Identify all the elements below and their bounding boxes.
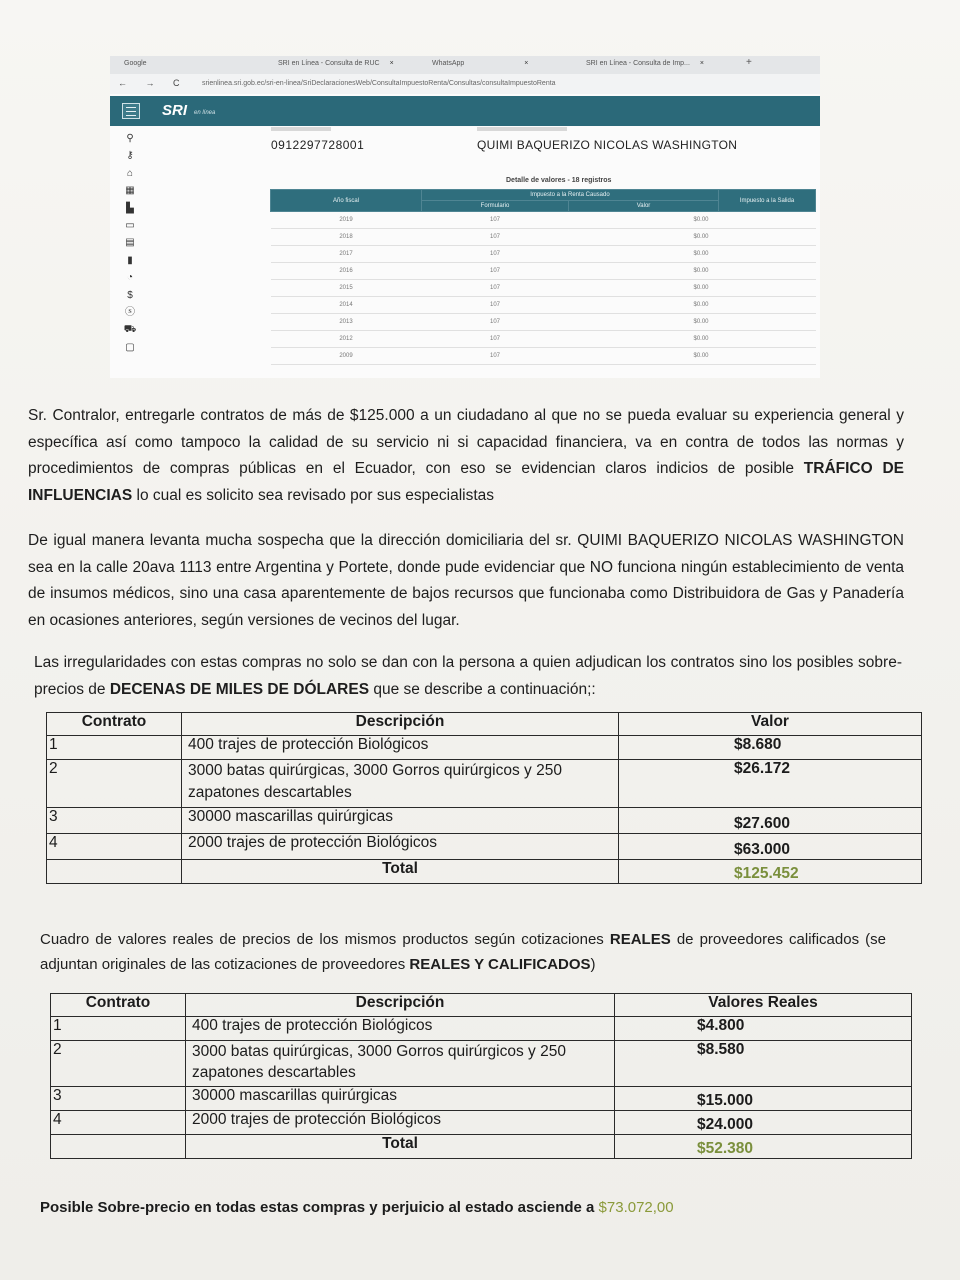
anio-cell: 2016: [271, 263, 422, 280]
box-icon[interactable]: ▢: [125, 341, 135, 353]
formulario-cell: 107: [422, 297, 569, 314]
key-icon[interactable]: ⚷: [126, 150, 134, 162]
table-row: 1 400 trajes de protección Biológicos $8.680: [47, 736, 922, 760]
nombre-value: QUIMI BAQUERIZO NICOLAS WASHINGTON: [477, 138, 738, 152]
col-formulario: Formulario: [422, 201, 569, 212]
menu-icon[interactable]: [122, 103, 140, 119]
valor-cell: $0.00: [569, 297, 719, 314]
valor-cell: $0.00: [569, 212, 719, 229]
handshake-icon[interactable]: ◔: [126, 272, 134, 284]
tab-google[interactable]: Google: [124, 60, 147, 67]
anio-cell: 2018: [271, 229, 422, 246]
tab-sri-impuesto[interactable]: SRI en Línea - Consulta de Imp... ×: [586, 60, 704, 67]
col-anio: Año fiscal: [271, 190, 422, 212]
real-values-table: [50, 993, 912, 1159]
formulario-cell: 107: [422, 331, 569, 348]
file-icon[interactable]: ▮: [127, 254, 133, 266]
anio-cell: 2015: [271, 280, 422, 297]
table-row: 4 2000 trajes de protección Biológicos $63.000: [47, 834, 922, 860]
t2-header-valores-reales: Valores Reales: [615, 994, 912, 1017]
salida-cell: [719, 297, 816, 314]
address-bar[interactable]: [110, 74, 820, 94]
contracts-table: [46, 712, 922, 884]
dollar-icon[interactable]: $: [127, 289, 133, 301]
new-tab-button[interactable]: +: [746, 57, 752, 68]
anio-cell: 2017: [271, 246, 422, 263]
valor-cell: $0.00: [569, 229, 719, 246]
tab-whatsapp[interactable]: WhatsApp ×: [432, 60, 529, 67]
salida-cell: [719, 229, 816, 246]
valor-cell: $0.00: [569, 280, 719, 297]
sri-header: [110, 96, 820, 126]
table-row: [271, 280, 816, 297]
table-row: 2 3000 batas quirúrgicas, 3000 Gorros quirúrgicos y 250 zapatones descartables $26.172: [47, 760, 922, 808]
valores-table: [270, 189, 816, 365]
browser-tab-bar: [110, 56, 820, 74]
total-value: $125.452: [619, 860, 922, 884]
col-salida: Impuesto a la Salida: [719, 190, 816, 212]
table-row: [271, 263, 816, 280]
nav-arrows-icon[interactable]: ← → C: [118, 78, 188, 88]
anio-cell: 2014: [271, 297, 422, 314]
valor-cell: $0.00: [569, 331, 719, 348]
total-row: Total $52.380: [51, 1135, 912, 1159]
sidebar-icons: [120, 130, 140, 356]
table-row: [271, 212, 816, 229]
total-value: $52.380: [615, 1135, 912, 1159]
overprice-amount: $73.072,00: [598, 1199, 674, 1216]
table-row: 1 400 trajes de protección Biológicos $4.800: [51, 1017, 912, 1041]
valor-cell: $0.00: [569, 348, 719, 365]
salida-cell: [719, 331, 816, 348]
factory-icon[interactable]: ▙: [126, 202, 134, 214]
table-row: 3 30000 mascarillas quirúrgicas $15.000: [51, 1087, 912, 1111]
document-icon[interactable]: ▤: [125, 237, 135, 249]
search-icon[interactable]: ⚲: [126, 133, 134, 144]
nombre-label-cut: [477, 127, 567, 131]
salida-cell: [719, 263, 816, 280]
t2-header-contrato: Contrato: [51, 994, 186, 1017]
sri-screenshot: [110, 56, 820, 378]
t1-header-descripcion: Descripción: [182, 713, 619, 736]
formulario-cell: 107: [422, 229, 569, 246]
formulario-cell: 107: [422, 212, 569, 229]
salida-cell: [719, 246, 816, 263]
tab-sri-ruc[interactable]: SRI en Línea - Consulta de RUC ×: [278, 60, 394, 67]
salida-cell: [719, 280, 816, 297]
trafico-emphasis: TRÁFICO DE INFLUENCIAS: [28, 460, 904, 504]
table-row: [271, 297, 816, 314]
paragraph-2: De igual manera levanta mucha sospecha que la dirección domiciliaria del sr. QUIMI BAQUERIZO NICOLAS WASHINGTON sea en la calle 20ava 1113 entre Argentina y Portete, donde pude evidenciar que NO funciona ningún establecimiento de venta de insumos médicos, sino una casa aparentemente de bajos recursos que funcionaba como Distribuidora de Gas y Panadería en ocasiones anteriores, según versiones de vecinos del lugar.: [28, 532, 904, 629]
ruc-value: 0912297728001: [271, 138, 365, 152]
folder-icon[interactable]: ▭: [125, 219, 135, 231]
formulario-cell: 107: [422, 263, 569, 280]
building-icon[interactable]: ▦: [125, 185, 135, 197]
table-row: [271, 331, 816, 348]
paragraph-3: Las irregularidades con estas compras no solo se dan con la persona a quien adjudican los contratos sino los posibles sobre-precios de DECENAS DE MILES DE DÓLARES que se describe a continuación;:: [34, 654, 902, 698]
paragraph-4: Cuadro de valores reales de precios de los mismos productos según cotizaciones REALES de proveedores calificados (se adjuntan originales de las cotizaciones de proveedores REALES Y CALIFICADOS): [40, 931, 886, 973]
ruc-label-cut: [271, 127, 331, 131]
salida-cell: [719, 314, 816, 331]
salida-cell: [719, 212, 816, 229]
table-row: [271, 314, 816, 331]
overprice-summary: Posible Sobre-precio en todas estas compras y perjuicio al estado asciende a $73.072,00: [40, 1199, 674, 1216]
dollar-circle-icon[interactable]: ⓢ: [125, 306, 135, 318]
anio-cell: 2009: [271, 348, 422, 365]
valor-cell: $0.00: [569, 314, 719, 331]
detalle-title: Detalle de valores - 18 registros: [506, 177, 612, 184]
formulario-cell: 107: [422, 246, 569, 263]
anio-cell: 2012: [271, 331, 422, 348]
formulario-cell: 107: [422, 280, 569, 297]
formulario-cell: 107: [422, 314, 569, 331]
anio-cell: 2013: [271, 314, 422, 331]
salida-cell: [719, 348, 816, 365]
decenas-emphasis: DECENAS DE MILES DE DÓLARES: [109, 680, 370, 698]
table-row: [271, 348, 816, 365]
valor-cell: $0.00: [569, 246, 719, 263]
valor-cell: $0.00: [569, 263, 719, 280]
vehicle-icon[interactable]: ⛟: [123, 324, 137, 336]
table-row: [271, 246, 816, 263]
home-icon[interactable]: ⌂: [126, 167, 134, 179]
table-row: [271, 229, 816, 246]
formulario-cell: 107: [422, 348, 569, 365]
sri-logo-sub: en línea: [194, 110, 216, 116]
table-row: 3 30000 mascarillas quirúrgicas $27.600: [47, 808, 922, 834]
col-valor: Valor: [569, 201, 719, 212]
total-row: Total $125.452: [47, 860, 922, 884]
table-row: 4 2000 trajes de protección Biológicos $24.000: [51, 1111, 912, 1135]
table-row: 2 3000 batas quirúrgicas, 3000 Gorros quirúrgicos y 250 zapatones descartables $8.580: [51, 1041, 912, 1087]
url-text[interactable]: srienlinea.sri.gob.ec/sri-en-linea/SriDeclaracionesWeb/ConsultaImpuestoRenta/Consultas/consultaImpuestoRenta: [202, 80, 556, 87]
col-group-renta: Impuesto a la Renta Causado: [422, 190, 719, 201]
paragraph-1: Sr. Contralor, entregarle contratos de más de $125.000 a un ciudadano al que no se pueda evaluar su experiencia general y específica así como tampoco la calidad de su servicio ni si capacidad financiera, va en contra de todos las normas y procedimientos de compras públicas en el Ecuador, con eso se evidencian claros indicios de posible TRÁFICO DE INFLUENCIAS lo cual es solicito sea revisado por sus especialistas: [28, 407, 904, 504]
t2-header-descripcion: Descripción: [186, 994, 615, 1017]
anio-cell: 2019: [271, 212, 422, 229]
t1-header-valor: Valor: [619, 713, 922, 736]
sri-logo: SRI: [162, 102, 188, 119]
t1-header-contrato: Contrato: [47, 713, 182, 736]
